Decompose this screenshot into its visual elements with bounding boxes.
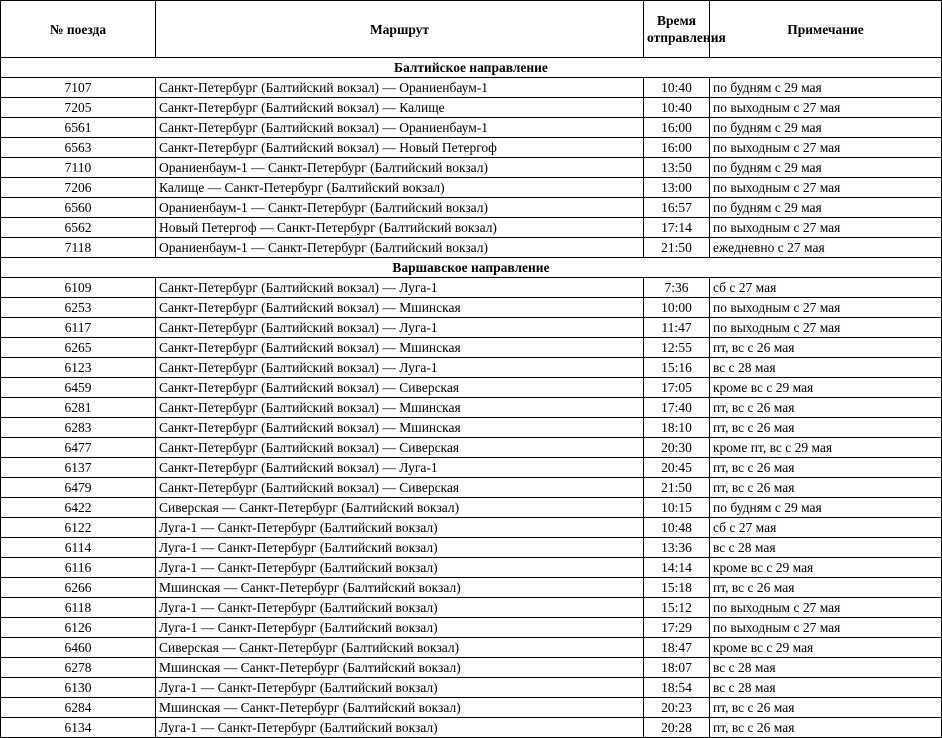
table-row	[1, 718, 942, 738]
note-cell: пт, вс с 26 мая	[710, 458, 942, 478]
note-cell: вс с 28 мая	[710, 538, 942, 558]
train-number-cell: 6265	[1, 338, 156, 358]
note-cell: кроме вс с 29 мая	[710, 638, 942, 658]
route-cell: Санкт-Петербург (Балтийский вокзал) — Ораниенбаум-1	[156, 118, 644, 138]
note-cell: сб с 27 мая	[710, 278, 942, 298]
table-row	[1, 538, 942, 558]
departure-time-cell: 21:50	[644, 478, 710, 498]
note-cell: вс с 28 мая	[710, 358, 942, 378]
note-cell: по выходным с 27 мая	[710, 598, 942, 618]
table-row	[1, 418, 942, 438]
departure-time-cell: 18:10	[644, 418, 710, 438]
table-row	[1, 458, 942, 478]
departure-time-cell: 20:45	[644, 458, 710, 478]
train-number-cell: 6123	[1, 358, 156, 378]
train-number-cell: 6109	[1, 278, 156, 298]
train-number-cell: 7206	[1, 178, 156, 198]
header-route: Маршрут	[156, 1, 644, 58]
departure-time-cell: 15:18	[644, 578, 710, 598]
note-cell: по выходным с 27 мая	[710, 618, 942, 638]
table-row	[1, 98, 942, 118]
departure-time-cell: 18:47	[644, 638, 710, 658]
note-cell: по выходным с 27 мая	[710, 298, 942, 318]
train-number-cell: 6137	[1, 458, 156, 478]
route-cell: Санкт-Петербург (Балтийский вокзал) — Луга-1	[156, 458, 644, 478]
route-cell: Ораниенбаум-1 — Санкт-Петербург (Балтийский вокзал)	[156, 238, 644, 258]
route-cell: Санкт-Петербург (Балтийский вокзал) — Новый Петергоф	[156, 138, 644, 158]
train-number-cell: 6117	[1, 318, 156, 338]
train-number-cell: 7110	[1, 158, 156, 178]
note-cell: по будням с 29 мая	[710, 118, 942, 138]
departure-time-cell: 10:40	[644, 78, 710, 98]
table-row	[1, 598, 942, 618]
route-cell: Санкт-Петербург (Балтийский вокзал) — Сиверская	[156, 438, 644, 458]
note-cell: по будням с 29 мая	[710, 78, 942, 98]
train-number-cell: 6122	[1, 518, 156, 538]
table-row	[1, 218, 942, 238]
departure-time-cell: 11:47	[644, 318, 710, 338]
route-cell: Мшинская — Санкт-Петербург (Балтийский вокзал)	[156, 698, 644, 718]
section-header-row	[1, 258, 942, 278]
train-number-cell: 7118	[1, 238, 156, 258]
train-number-cell: 6126	[1, 618, 156, 638]
table-row	[1, 618, 942, 638]
note-cell: по выходным с 27 мая	[710, 138, 942, 158]
departure-time-cell: 18:07	[644, 658, 710, 678]
section-title: Варшавское направление	[1, 258, 942, 278]
route-cell: Ораниенбаум-1 — Санкт-Петербург (Балтийский вокзал)	[156, 158, 644, 178]
route-cell: Новый Петергоф — Санкт-Петербург (Балтийский вокзал)	[156, 218, 644, 238]
route-cell: Санкт-Петербург (Балтийский вокзал) — Луга-1	[156, 318, 644, 338]
note-cell: пт, вс с 26 мая	[710, 478, 942, 498]
table-row	[1, 578, 942, 598]
departure-time-cell: 20:23	[644, 698, 710, 718]
table-row	[1, 518, 942, 538]
train-number-cell: 6118	[1, 598, 156, 618]
schedule-body	[1, 58, 942, 738]
header-departure: Время отправления	[644, 1, 710, 58]
table-row	[1, 118, 942, 138]
route-cell: Луга-1 — Санкт-Петербург (Балтийский вокзал)	[156, 618, 644, 638]
header-row	[1, 1, 942, 58]
route-cell: Мшинская — Санкт-Петербург (Балтийский вокзал)	[156, 658, 644, 678]
departure-time-cell: 14:14	[644, 558, 710, 578]
route-cell: Сиверская — Санкт-Петербург (Балтийский вокзал)	[156, 638, 644, 658]
table-row	[1, 158, 942, 178]
route-cell: Санкт-Петербург (Балтийский вокзал) — Сиверская	[156, 478, 644, 498]
table-row	[1, 138, 942, 158]
table-row	[1, 498, 942, 518]
departure-time-cell: 10:48	[644, 518, 710, 538]
note-cell: пт, вс с 26 мая	[710, 398, 942, 418]
section-header-row	[1, 58, 942, 78]
route-cell: Санкт-Петербург (Балтийский вокзал) — Ораниенбаум-1	[156, 78, 644, 98]
table-row	[1, 698, 942, 718]
table-row	[1, 278, 942, 298]
train-number-cell: 7107	[1, 78, 156, 98]
table-row	[1, 558, 942, 578]
table-row	[1, 358, 942, 378]
table-row	[1, 678, 942, 698]
route-cell: Луга-1 — Санкт-Петербург (Балтийский вокзал)	[156, 558, 644, 578]
table-row	[1, 378, 942, 398]
train-number-cell: 6114	[1, 538, 156, 558]
note-cell: пт, вс с 26 мая	[710, 418, 942, 438]
table-row	[1, 338, 942, 358]
route-cell: Санкт-Петербург (Балтийский вокзал) — Мшинская	[156, 418, 644, 438]
departure-time-cell: 17:40	[644, 398, 710, 418]
route-cell: Луга-1 — Санкт-Петербург (Балтийский вокзал)	[156, 678, 644, 698]
train-number-cell: 6561	[1, 118, 156, 138]
train-number-cell: 6422	[1, 498, 156, 518]
train-number-cell: 6562	[1, 218, 156, 238]
train-number-cell: 6459	[1, 378, 156, 398]
departure-time-cell: 20:30	[644, 438, 710, 458]
departure-time-cell: 10:40	[644, 98, 710, 118]
departure-time-cell: 21:50	[644, 238, 710, 258]
note-cell: пт, вс с 26 мая	[710, 338, 942, 358]
departure-time-cell: 18:54	[644, 678, 710, 698]
train-number-cell: 6281	[1, 398, 156, 418]
departure-time-cell: 12:55	[644, 338, 710, 358]
departure-time-cell: 17:29	[644, 618, 710, 638]
route-cell: Луга-1 — Санкт-Петербург (Балтийский вокзал)	[156, 718, 644, 738]
departure-time-cell: 16:00	[644, 138, 710, 158]
table-row	[1, 478, 942, 498]
departure-time-cell: 10:00	[644, 298, 710, 318]
note-cell: вс с 28 мая	[710, 678, 942, 698]
route-cell: Калище — Санкт-Петербург (Балтийский вокзал)	[156, 178, 644, 198]
note-cell: по выходным с 27 мая	[710, 98, 942, 118]
train-number-cell: 6460	[1, 638, 156, 658]
train-number-cell: 6266	[1, 578, 156, 598]
note-cell: ежедневно с 27 мая	[710, 238, 942, 258]
route-cell: Сиверская — Санкт-Петербург (Балтийский вокзал)	[156, 498, 644, 518]
note-cell: по будням с 29 мая	[710, 498, 942, 518]
departure-time-cell: 17:14	[644, 218, 710, 238]
route-cell: Луга-1 — Санкт-Петербург (Балтийский вокзал)	[156, 538, 644, 558]
note-cell: по выходным с 27 мая	[710, 318, 942, 338]
table-row	[1, 318, 942, 338]
table-row	[1, 638, 942, 658]
departure-time-cell: 15:16	[644, 358, 710, 378]
note-cell: сб с 27 мая	[710, 518, 942, 538]
table-row	[1, 398, 942, 418]
departure-time-cell: 7:36	[644, 278, 710, 298]
table-row	[1, 658, 942, 678]
note-cell: кроме вс с 29 мая	[710, 378, 942, 398]
section-title: Балтийское направление	[1, 58, 942, 78]
route-cell: Луга-1 — Санкт-Петербург (Балтийский вокзал)	[156, 598, 644, 618]
train-number-cell: 6283	[1, 418, 156, 438]
table-row	[1, 78, 942, 98]
table-row	[1, 438, 942, 458]
departure-time-cell: 15:12	[644, 598, 710, 618]
departure-time-cell: 13:36	[644, 538, 710, 558]
note-cell: кроме пт, вс с 29 мая	[710, 438, 942, 458]
table-row	[1, 178, 942, 198]
route-cell: Санкт-Петербург (Балтийский вокзал) — Луга-1	[156, 278, 644, 298]
note-cell: вс с 28 мая	[710, 658, 942, 678]
route-cell: Санкт-Петербург (Балтийский вокзал) — Калище	[156, 98, 644, 118]
route-cell: Санкт-Петербург (Балтийский вокзал) — Мшинская	[156, 338, 644, 358]
route-cell: Луга-1 — Санкт-Петербург (Балтийский вокзал)	[156, 518, 644, 538]
route-cell: Санкт-Петербург (Балтийский вокзал) — Сиверская	[156, 378, 644, 398]
table-row	[1, 198, 942, 218]
note-cell: по выходным с 27 мая	[710, 218, 942, 238]
train-number-cell: 6284	[1, 698, 156, 718]
departure-time-cell: 16:57	[644, 198, 710, 218]
note-cell: по будням с 29 мая	[710, 158, 942, 178]
route-cell: Ораниенбаум-1 — Санкт-Петербург (Балтийский вокзал)	[156, 198, 644, 218]
train-number-cell: 6253	[1, 298, 156, 318]
train-number-cell: 6560	[1, 198, 156, 218]
departure-time-cell: 13:00	[644, 178, 710, 198]
departure-time-cell: 16:00	[644, 118, 710, 138]
train-number-cell: 7205	[1, 98, 156, 118]
train-number-cell: 6130	[1, 678, 156, 698]
departure-time-cell: 20:28	[644, 718, 710, 738]
route-cell: Санкт-Петербург (Балтийский вокзал) — Мшинская	[156, 398, 644, 418]
route-cell: Санкт-Петербург (Балтийский вокзал) — Мшинская	[156, 298, 644, 318]
table-row	[1, 298, 942, 318]
note-cell: по будням с 29 мая	[710, 198, 942, 218]
departure-time-cell: 10:15	[644, 498, 710, 518]
train-number-cell: 6563	[1, 138, 156, 158]
route-cell: Мшинская — Санкт-Петербург (Балтийский вокзал)	[156, 578, 644, 598]
note-cell: пт, вс с 26 мая	[710, 578, 942, 598]
departure-time-cell: 13:50	[644, 158, 710, 178]
header-note: Примечание	[710, 1, 942, 58]
train-number-cell: 6134	[1, 718, 156, 738]
table-row	[1, 238, 942, 258]
note-cell: пт, вс с 26 мая	[710, 698, 942, 718]
note-cell: по выходным с 27 мая	[710, 178, 942, 198]
note-cell: кроме вс с 29 мая	[710, 558, 942, 578]
note-cell: пт, вс с 26 мая	[710, 718, 942, 738]
departure-time-cell: 17:05	[644, 378, 710, 398]
header-train-no: № поезда	[1, 1, 156, 58]
train-number-cell: 6278	[1, 658, 156, 678]
train-number-cell: 6479	[1, 478, 156, 498]
route-cell: Санкт-Петербург (Балтийский вокзал) — Луга-1	[156, 358, 644, 378]
train-number-cell: 6477	[1, 438, 156, 458]
train-number-cell: 6116	[1, 558, 156, 578]
